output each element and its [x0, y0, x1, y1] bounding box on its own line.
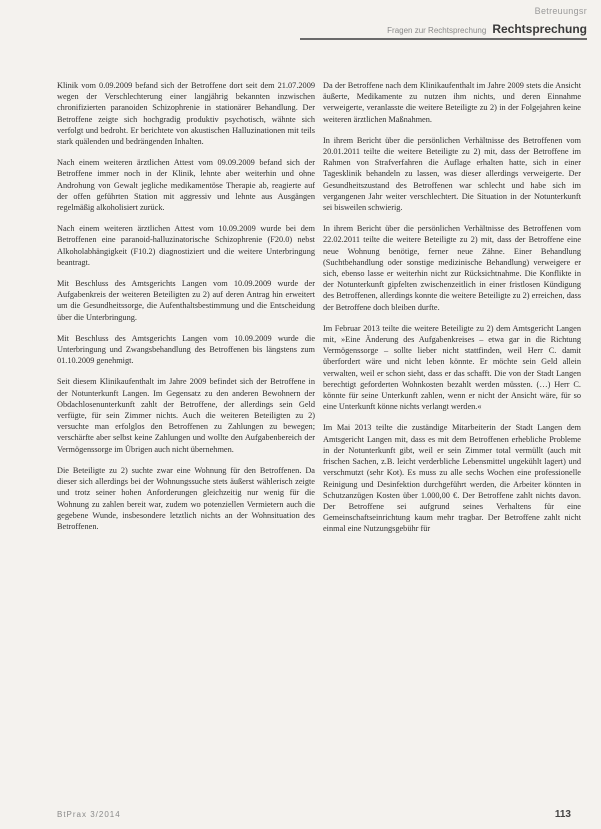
right-column [323, 80, 581, 545]
running-corner-tag: Betreuungsr [534, 6, 587, 16]
page-number: 113 [554, 809, 571, 820]
paragraph: Im Mai 2013 teilte die zuständige Mitarbeiterin der Stadt Langen dem Amtsgericht Langen mit, dass es mit dem Betroffenen erhebliche Probleme in der Notunterkunft gibt, weil er sein Zimmer total vermüllt (auch mit frischen Sachen, z.B. leicht verderbliche Lebensmittel ungekühlt lagert) und verschmutzt (sehr Kot). Es muss zu alle sechs Wochen eine professionelle Reinigung und Desinfektion durchgeführt werden, die Arbeiter könnten in Schutzanzügen Kosten über 1.000,00 €. Der Betroffene zahlt nichts davon. Der Betroffene sei aufgrund seines Verhaltens für eine Gemeinschaftseinrichtung kaum mehr tragbar. Der Betroffene zahlt nicht einmal eine Nutzungsgebühr für [323, 423, 581, 534]
paragraph: Mit Beschluss des Amtsgerichts Langen vom 10.09.2009 wurde der Aufgabenkreis der weiteren Beteiligten zu 2) auf deren Antrag hin erweitert um die Gesundheitssorge, die Aufenthaltsbestimmung und die Entscheidung über die Unterbringung. [57, 279, 315, 322]
paragraph: Mit Beschluss des Amtsgerichts Langen vom 10.09.2009 wurde die Unterbringung und Zwangsbehandlung des Betroffenen bis längstens zum 01.10.2009 genehmigt. [57, 333, 315, 366]
paragraph: Nach einem weiteren ärztlichen Attest vom 10.09.2009 wurde bei dem Betroffenen eine paranoid-halluzinatorische Schizophrenie (F20.0) nebst Alkoholabhängigkeit (F10.2) diagnostiziert und die weitere Unterbringung beantragt. [57, 224, 315, 267]
header-kicker: Fragen zur Rechtsprechung [387, 26, 487, 35]
paragraph: Im Februar 2013 teilte die weitere Beteiligte zu 2) dem Amtsgericht Langen mit, »Eine Änderung des Aufgabenkreises – etwa gar in die Richtung Vermögenssorge – sollte lieber nicht stattfinden, weil Herr C. damit überfordert wäre und nicht leben könnte. Er möchte sein Geld allein verwalten, weil er schon sieht, dass er das schafft. Die von der Stadt Langen berechtigt geforderten Wohnkosten bezahlt werden müssten. (…) Herr C. könnte für seine Unterkunft zahlen, wenn er nicht der Ansicht wäre, für so eine Unterkunft könne nichts verlangt werden.« [323, 323, 581, 412]
paragraph: Die Beteiligte zu 2) suchte zwar eine Wohnung für den Betroffenen. Da dieser sich allerdings bei der Wohnungssuche stets äußerst wählerisch zeigte und trotz seiner hohen Anforderungen gleichzeitig nur wenig für die Wohnung zu zahlen bereit war, zudem wo potenziellen Vermietern auch die gegebene Wunde, insbesondere letztlich nichts an der Wohnsituation des Betroffenen. [57, 465, 315, 531]
paragraph: Nach einem weiteren ärztlichen Attest vom 09.09.2009 befand sich der Betroffene immer noch in der Klinik, lehnte aber weiterhin und ohne Androhung von Gewalt jegliche medikamentöse Therapie ab, reagierte auf der offen geführten Station mit aggressiv und lehnte aus Ausgängen regelmäßig alkoholisiert zurück. [57, 158, 315, 213]
page-header [300, 22, 587, 40]
section-title: Rechtsprechung [492, 22, 587, 36]
paragraph: In ihrem Bericht über die persönlichen Verhältnisse des Betroffenen vom 22.02.2011 teilte die weitere Beteiligte zu 2) mit, dass der Betroffene eine neue Wohnung benötige, ferner neue Zähne. Einer Behandlung (Suchtbehandlung oder sonstige medizinische Behandlung) verweigere er sich, ebenso lasse er weiterhin nicht zur Rücksichtnahme. Die Konflikte in der Notunterkunft gipfelten zwischenzeitlich in einer fristlosen Kündigung des Betroffenen, allerdings konnte die weitere Beteiligte zu 2) erreichen, dass der Betroffene doch bleiben durfte. [323, 224, 581, 312]
paragraph: Seit diesem Klinikaufenthalt im Jahre 2009 befindet sich der Betroffene in der Notunterkunft Langen. Im Gegensatz zu den anderen Bewohnern der Obdachlosenunterkunft zahlt der Betroffene, der allerdings sein Geld verfügte, für sein Zimmer nichts. Auch die weiteren Beteiligten zu 2) versuchte man erfolglos den Betroffenen zu Zahlungen zu bewegen; verschärfte aber selbst keine Zahlungen und wollte den Aufgabenbereich der Vermögenssorge im Übrigen auch nicht übernehmen. [57, 377, 315, 454]
left-column [57, 80, 315, 542]
paragraph: In ihrem Bericht über die persönlichen Verhältnisse des Betroffenen vom 20.01.2011 teilte die weitere Beteiligte zu 2) mit, dass der Betroffene im Rahmen von Strafverfahren die Auflage erhalten hatte, sich in einer Tagesklinik behandeln zu lassen, was dieser allerdings verweigerte. Der Gesundheitszustand des Betroffenen war schlecht und habe sich im vergangenen Jahr weiter verschlechtert. Die Situation in der Notunterkunft sei bisweilen schwierig. [323, 135, 581, 213]
paragraph: Da der Betroffene nach dem Klinikaufenthalt im Jahre 2009 stets die Ansicht äußerte, Medikamente zu nutzen ihm nichts, und deren Einnahme verweigerte, veranlasste die weitere Beteiligte zu 2) in der Folgejahren keine weiteren ärztlichen Maßnahmen. [323, 81, 581, 124]
paragraph: Klinik vom 0.09.2009 befand sich der Betroffene dort seit dem 21.07.2009 wegen der Verschlechterung einer langjährig bekannten inzwischen chronifizierten paranoiden Schizophrenie in stationärer Behandlung. Der Betroffene zeigte sich hochgradig produktiv psychotisch, wähnte sich verfolgt und bedroht. Er berichtete von akustischen Halluzinationen mit teils stark quälenden und bedrängenden Inhalten. [57, 81, 315, 147]
journal-footer: BtPrax 3/2014 [57, 810, 121, 819]
